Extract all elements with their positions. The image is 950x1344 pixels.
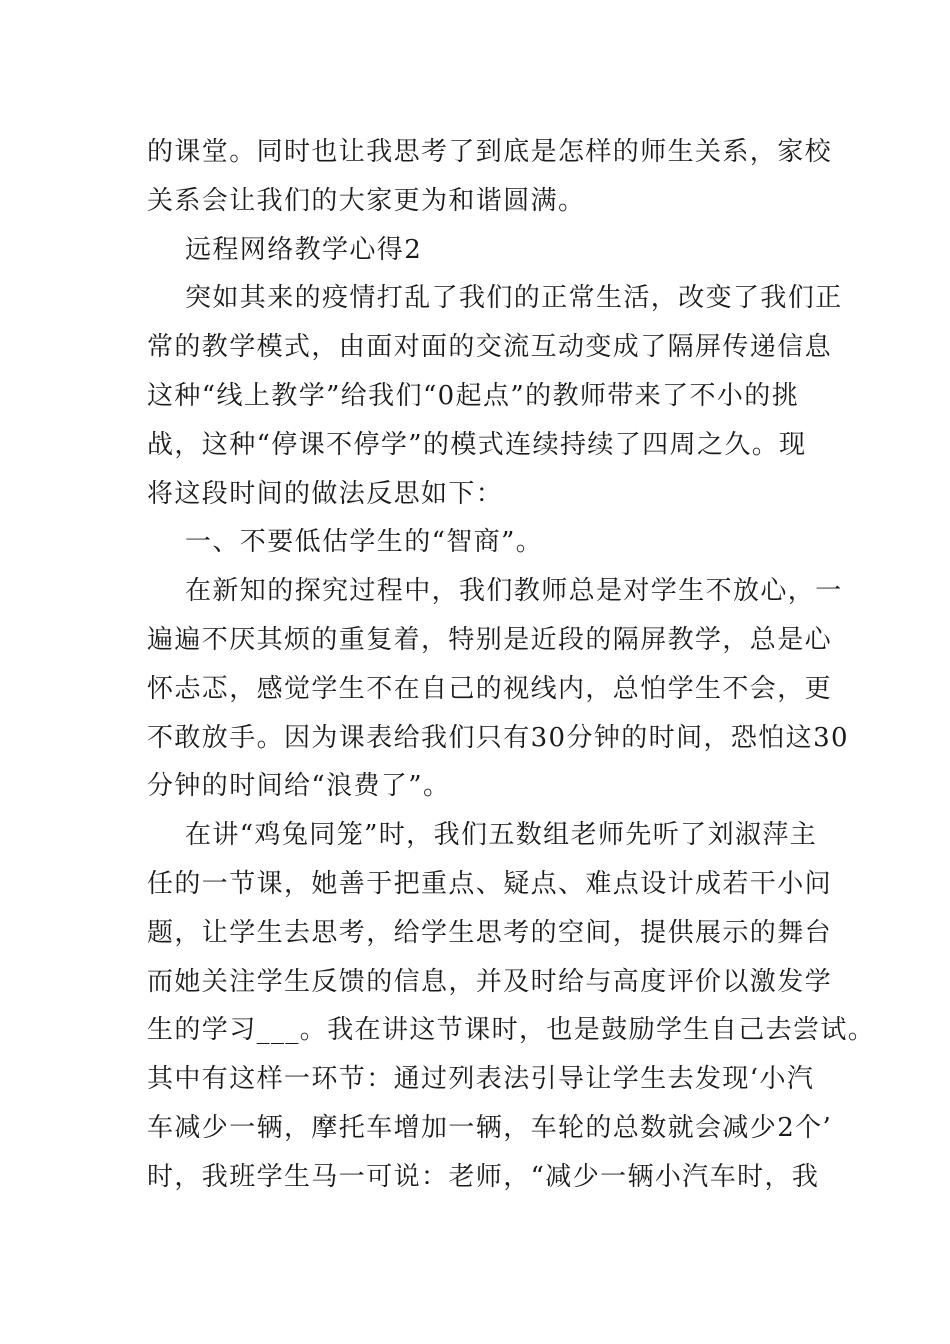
text-line: 车减少一辆，摩托车增加一辆，车轮的总数就会减少2个’ xyxy=(147,1112,833,1143)
text-line: 不敢放手。因为课表给我们只有30分钟的时间，恐怕这30 xyxy=(147,722,849,753)
text-line: 在新知的探究过程中，我们教师总是对学生不放心，一 xyxy=(185,576,843,607)
text-line: 分钟的时间给“浪费了”。 xyxy=(147,771,451,802)
text-line: 常的教学模式，由面对面的交流互动变成了隔屏传递信息 xyxy=(147,332,833,363)
text-line: 任的一节课，她善于把重点、疑点、难点设计成若干小问 xyxy=(147,868,833,899)
text-line: 生的学习___。我在讲这节课时，也是鼓励学生自己去尝试。 xyxy=(147,1015,876,1046)
text-line: 在讲“鸡兔同笼”时，我们五数组老师先听了刘淑萍主 xyxy=(185,820,818,851)
subsection-heading: 一、不要低估学生的“智商”。 xyxy=(185,527,544,558)
text-line: 题，让学生去思考，给学生思考的空间，提供展示的舞台 xyxy=(147,917,833,948)
text-line: 怀忐忑，感觉学生不在自己的视线内，总怕学生不会，更 xyxy=(147,673,833,704)
text-line: 其中有这样一环节：通过列表法引导让学生去发现‘小汽 xyxy=(147,1064,815,1095)
text-line: 战，这种“停课不停学”的模式连续持续了四周之久。现 xyxy=(147,429,807,460)
text-line: 突如其来的疫情打乱了我们的正常生活，改变了我们正 xyxy=(185,283,843,314)
text-line: 而她关注学生反馈的信息，并及时给与高度评价以激发学 xyxy=(147,966,833,997)
text-line: 关系会让我们的大家更为和谐圆满。 xyxy=(147,185,586,216)
text-line: 的课堂。同时也让我思考了到底是怎样的师生关系，家校 xyxy=(147,137,833,167)
text-line: 时，我班学生马一可说：老师，“减少一辆小汽车时，我 xyxy=(147,1161,820,1192)
document-body xyxy=(147,128,876,1202)
text-line: 遍遍不厌其烦的重复着，特别是近段的隔屏教学，总是心 xyxy=(147,624,833,655)
text-line: 这种“线上教学”给我们“0起点”的教师带来了不小的挑 xyxy=(147,380,800,411)
text-line: 将这段时间的做法反思如下： xyxy=(147,478,504,509)
section-heading: 远程网络教学心得2 xyxy=(185,234,423,265)
